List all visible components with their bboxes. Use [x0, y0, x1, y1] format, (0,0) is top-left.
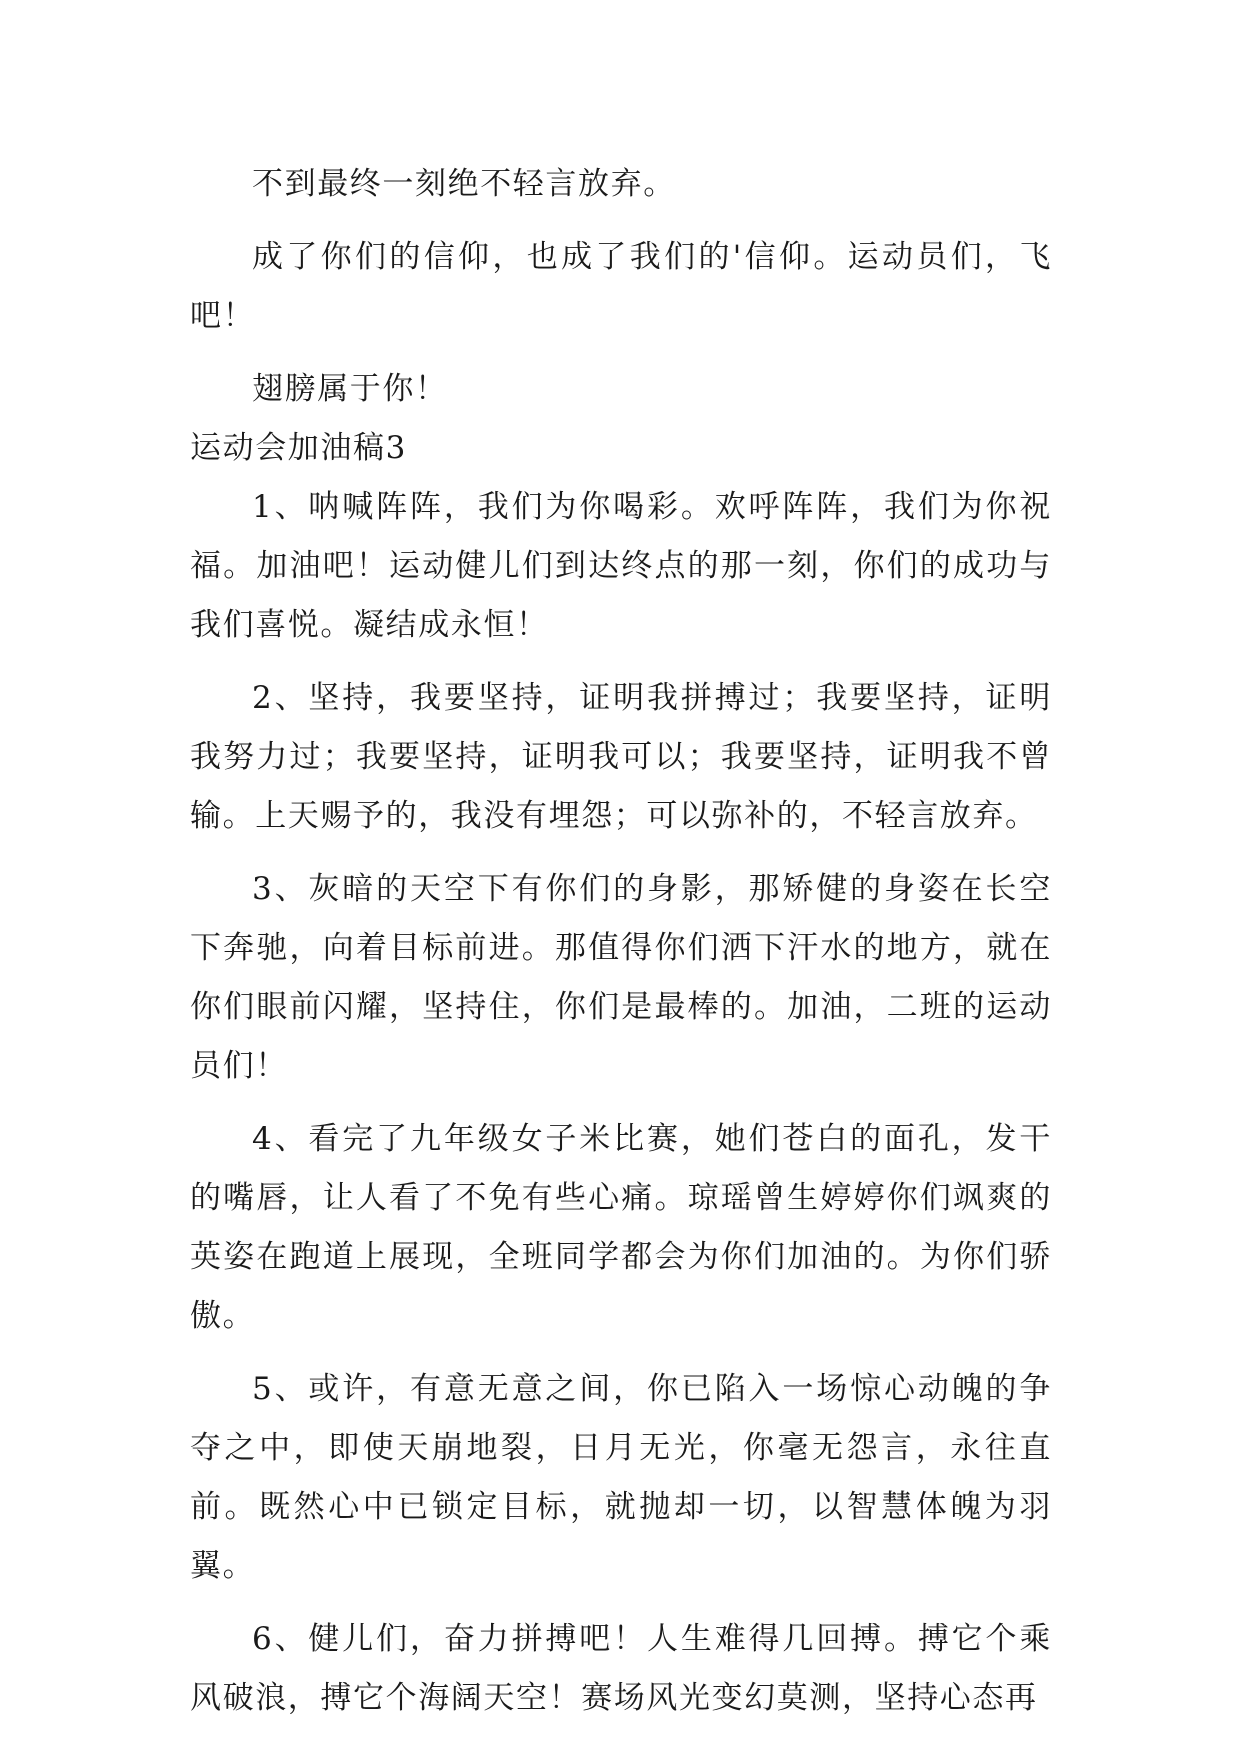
- paragraph: 不到最终一刻绝不轻言放弃。: [252, 166, 676, 202]
- list-item: 6、健儿们，奋力拼搏吧！人生难得几回搏。搏它个乘风破浪，搏它个海阔天空！赛场风光变幻莫测，坚持心态再: [190, 1621, 1052, 1716]
- list-item: 5、或许，有意无意之间，你已陷入一场惊心动魄的争夺之中，即使天崩地裂，日月无光，你毫无怨言，永往直前。既然心中已锁定目标，就抛却一切，以智慧体魄为羽翼。: [190, 1371, 1052, 1584]
- paragraph: 翅膀属于你！: [252, 371, 448, 407]
- list-item: 1、呐喊阵阵，我们为你喝彩。欢呼阵阵，我们为你祝福。加油吧！运动健儿们到达终点的那一刻，你们的成功与我们喜悦。凝结成永恒！: [190, 489, 1052, 643]
- section-title: 运动会加油稿3: [190, 430, 407, 466]
- list-item: 4、看完了九年级女子米比赛，她们苍白的面孔，发干的嘴唇，让人看了不免有些心痛。琼瑶曾生婷婷你们飒爽的英姿在跑道上展现，全班同学都会为你们加油的。为你们骄傲。: [190, 1121, 1052, 1334]
- list-item: 3、灰暗的天空下有你们的身影，那矫健的身姿在长空下奔驰，向着目标前进。那值得你们洒下汗水的地方，就在你们眼前闪耀，坚持住，你们是最棒的。加油，二班的运动员们！: [190, 871, 1052, 1084]
- list-item: 2、坚持，我要坚持，证明我拼搏过；我要坚持，证明我努力过；我要坚持，证明我可以；我要坚持，证明我不曾输。上天赐予的，我没有埋怨；可以弥补的，不轻言放弃。: [190, 680, 1052, 834]
- document-body: [190, 155, 1052, 1728]
- paragraph: 成了你们的信仰，也成了我们的'信仰。运动员们，飞吧！: [190, 239, 1052, 334]
